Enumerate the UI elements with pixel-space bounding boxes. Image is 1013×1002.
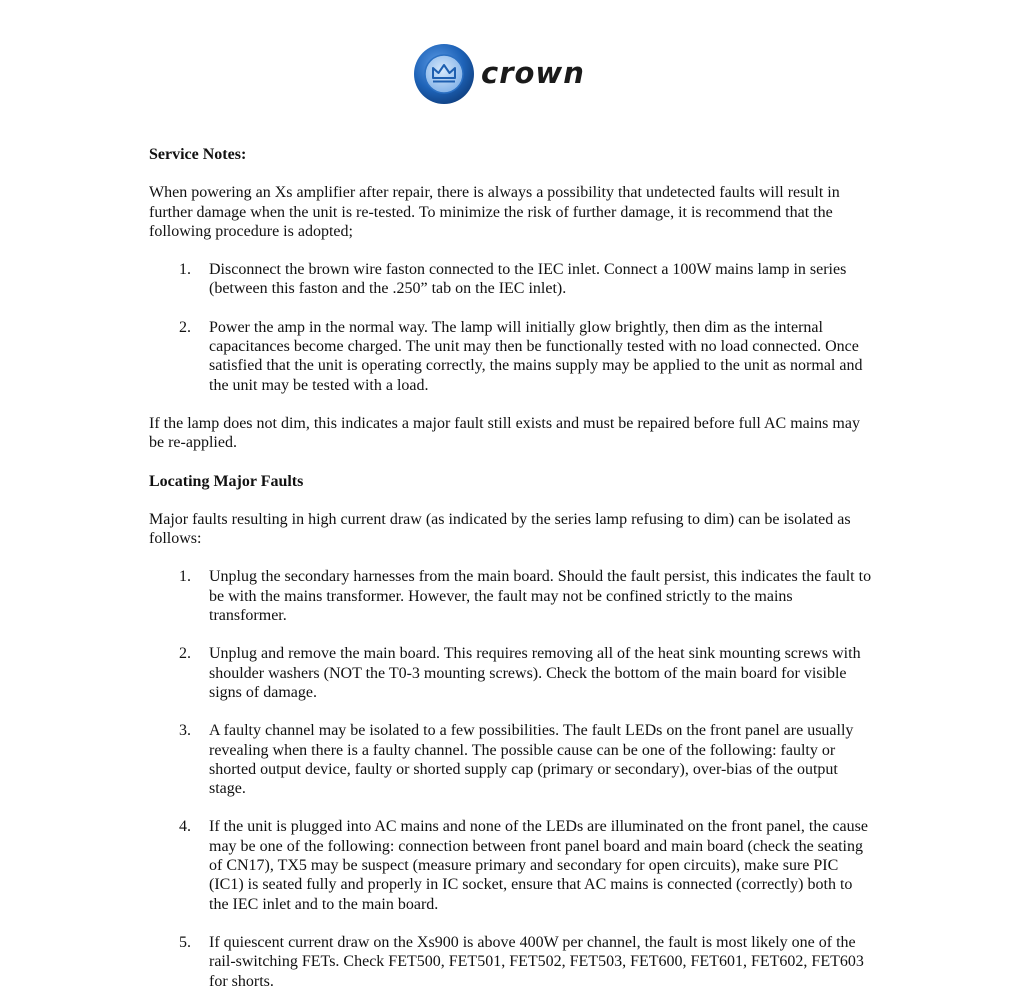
list-item-number: 2. [179,645,191,663]
list-item-number: 3. [179,722,191,740]
list-item-text: Unplug the secondary harnesses from the main board. Should the fault persist, this indicates the fault to be with the mains transformer. However, the fault may not be confined strictly to the mains transformer. [209,568,872,625]
list-item [149,933,873,991]
crown-logo [414,43,614,107]
list-item [149,318,873,395]
locating-faults-steps [149,567,873,990]
service-notes-heading: Service Notes: [149,146,247,163]
list-item-text: If quiescent current draw on the Xs900 is above 400W per channel, the fault is most likely one of the rail-switching FETs. Check FET500, FET501, FET502, FET503, FET600, FET601, FET602, FET603 for shorts. [209,933,864,990]
document-body [149,145,873,991]
list-item [149,721,873,798]
list-item [149,644,873,702]
list-item-number: 1. [179,261,191,279]
locating-faults-heading: Locating Major Faults [149,472,304,490]
list-item-text: Disconnect the brown wire faston connected to the IEC inlet. Connect a 100W mains lamp in series (between this faston and the .250” tab on the IEC inlet). [209,261,847,298]
list-item-number: 1. [179,568,191,586]
list-item-number: 2. [179,318,191,336]
locating-faults-intro: Major faults resulting in high current draw (as indicated by the series lamp refusing to dim) can be isolated as follows: [149,510,851,548]
service-notes-intro: When powering an Xs amplifier after repair, there is always a possibility that undetected faults will result in further damage when the unit is re-tested. To minimize the risk of further damage, it is recommend that the following procedure is adopted; [149,184,840,240]
list-item-text: Unplug and remove the main board. This requires removing all of the heat sink mounting screws with shoulder washers (NOT the T0-3 mounting screws). Check the bottom of the main board for visible signs of damage. [209,645,861,701]
service-notes-steps [149,260,873,395]
list-item-text: If the unit is plugged into AC mains and none of the LEDs are illuminated on the front panel, the cause may be one of the following: connection between front panel board and main board (check the seating of CN17), TX5 may be suspect (measure primary and secondary for open circuits), make sure PIC (IC1) is seated fully and properly in IC socket, ensure that AC mains is connected (correctly) both to the IEC inlet and to the main board. [209,818,868,913]
list-item [149,260,873,299]
list-item [149,567,873,625]
list-item-number: 5. [179,933,191,951]
list-item-number: 4. [179,818,191,836]
brand-wordmark: crown [481,56,585,90]
list-item [149,817,873,913]
service-notes-closing: If the lamp does not dim, this indicates a major fault still exists and must be repaired before full AC mains may be re-applied. [149,414,860,452]
list-item-text: Power the amp in the normal way. The lamp will initially glow brightly, then dim as the internal capacitances become charged. The unit may then be functionally tested with no load connected. Once satisfied that the unit is operating correctly, the mains supply may be applied to the unit as normal and the unit may be tested with a load. [209,318,863,394]
list-item-text: A faulty channel may be isolated to a few possibilities. The fault LEDs on the front panel are usually revealing when there is a faulty channel. The possible cause can be one of the following: faulty or shorted output device, faulty or shorted supply cap (primary or secondary), over-bias of the output stage. [209,722,854,798]
